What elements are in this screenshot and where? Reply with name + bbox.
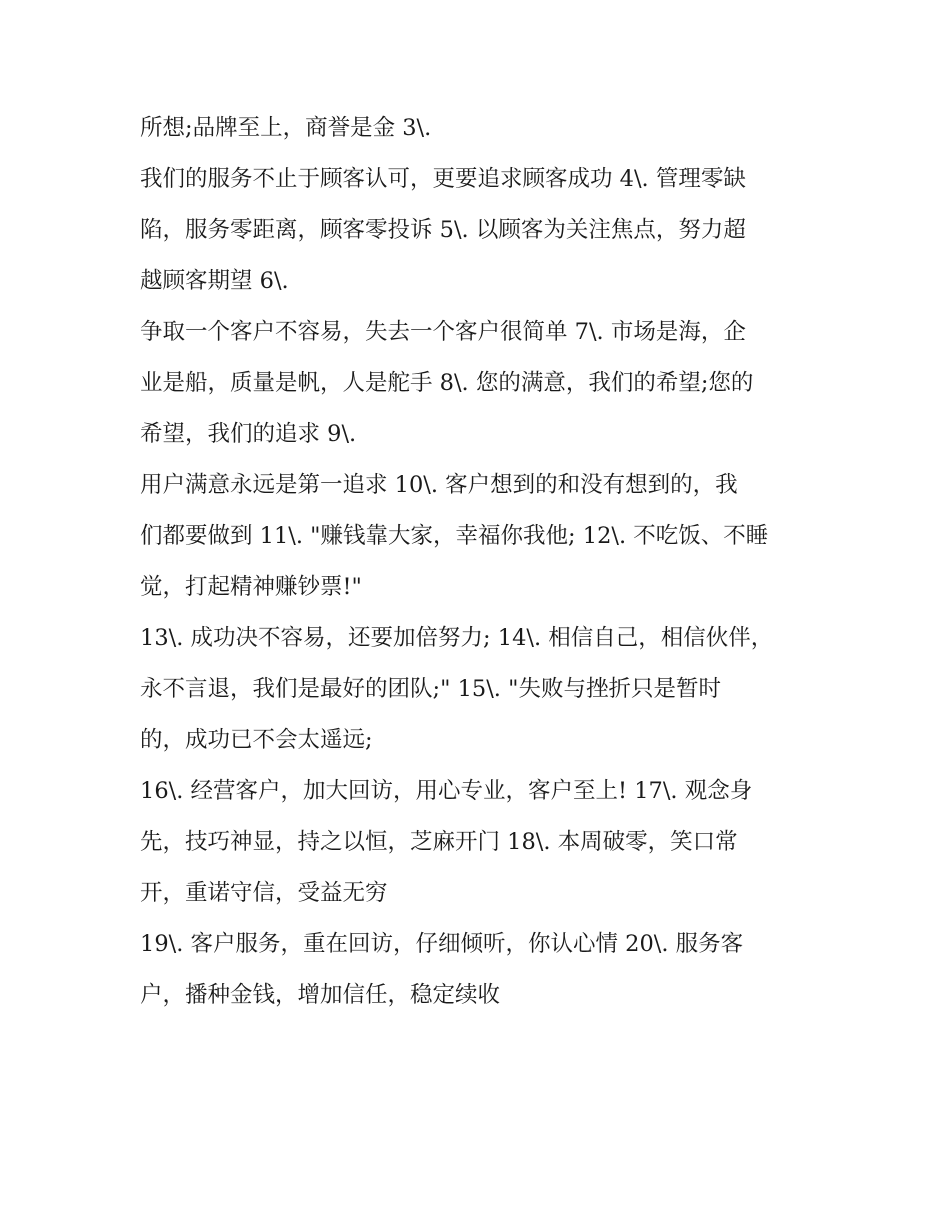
text-line: 永不言退，我们是最好的团队;" 15\. "失败与挫折只是暂时: [140, 676, 721, 702]
text-line: 19\. 客户服务，重在回访，仔细倾听，你认心情 20\. 服务客: [140, 931, 744, 957]
text-line: 的，成功已不会太遥远;: [140, 727, 373, 753]
document-body: [140, 103, 820, 1021]
text-line: 觉，打起精神赚钞票!": [140, 574, 362, 600]
text-line: 越顾客期望 6\.: [140, 268, 289, 294]
text-line: 所想;品牌至上，商誉是金 3\.: [140, 115, 432, 141]
text-line: 们都要做到 11\. "赚钱靠大家，幸福你我他; 12\. 不吃饭、不睡: [140, 523, 769, 549]
text-line: 户，播种金钱，增加信任，稳定续收: [140, 982, 501, 1008]
text-line: 开，重诺守信，受益无穷: [140, 880, 388, 906]
text-line: 用户满意永远是第一追求 10\. 客户想到的和没有想到的，我: [140, 472, 738, 498]
text-line: 13\. 成功决不容易，还要加倍努力; 14\. 相信自己，相信伙伴，: [140, 625, 774, 651]
text-line: 先，技巧神显，持之以恒，芝麻开门 18\. 本周破零，笑口常: [140, 829, 738, 855]
text-line: 我们的服务不止于顾客认可，更要追求顾客成功 4\. 管理零缺: [140, 166, 746, 192]
text-line: 16\. 经营客户，加大回访，用心专业，客户至上! 17\. 观念身: [140, 778, 753, 804]
text-line: 业是船，质量是帆，人是舵手 8\. 您的满意，我们的希望;您的: [140, 370, 754, 396]
text-line: 争取一个客户不容易，失去一个客户很简单 7\. 市场是海，企: [140, 319, 746, 345]
text-line: 希望，我们的追求 9\.: [140, 421, 357, 447]
text-line: 陷，服务零距离，顾客零投诉 5\. 以顾客为关注焦点，努力超: [140, 217, 746, 243]
